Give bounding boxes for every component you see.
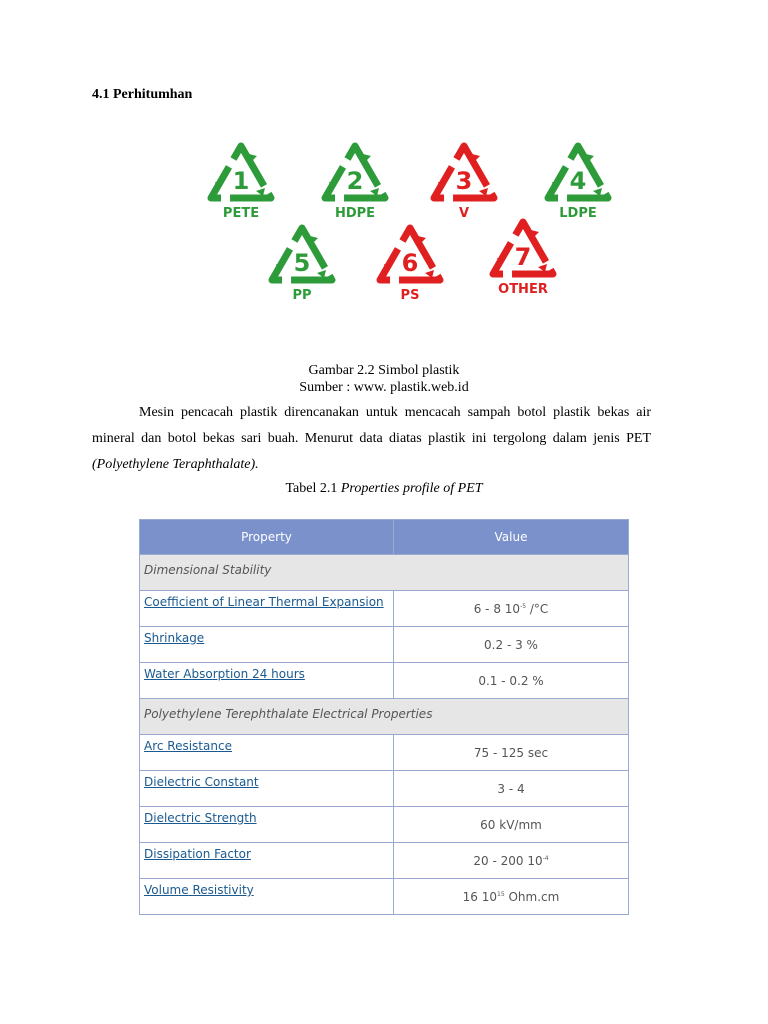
value-exponent: 15 bbox=[497, 890, 505, 898]
recycle-number: 5 bbox=[293, 249, 311, 277]
recycle-symbol-2 bbox=[319, 140, 391, 230]
property-value: 6 - 8 $10^{-5}$ /°C bbox=[394, 591, 629, 627]
table-row bbox=[140, 735, 629, 771]
section-row bbox=[140, 555, 629, 591]
recycle-number: 1 bbox=[232, 167, 250, 195]
table-row bbox=[140, 879, 629, 915]
property-link[interactable]: Dissipation Factor bbox=[140, 843, 394, 879]
section-row bbox=[140, 699, 629, 735]
recycle-code: V bbox=[458, 206, 470, 221]
property-link[interactable]: Water Absorption 24 hours bbox=[140, 663, 394, 699]
table-row bbox=[140, 663, 629, 699]
property-value: 75 - 125 sec bbox=[394, 735, 629, 771]
table-row bbox=[140, 843, 629, 879]
body-paragraph bbox=[92, 400, 651, 478]
figure-caption: Gambar 2.2 Simbol plastik bbox=[308, 363, 460, 378]
recycle-code: PETE bbox=[222, 206, 260, 221]
table-title bbox=[0, 481, 768, 497]
table-row bbox=[140, 771, 629, 807]
recycle-code: PP bbox=[292, 288, 312, 303]
recycle-triangle-icon bbox=[487, 216, 559, 306]
property-value: 3 - 4 bbox=[394, 771, 629, 807]
recycle-number: 3 bbox=[455, 167, 473, 195]
recycle-triangle-icon bbox=[374, 222, 446, 312]
paragraph-text: Mesin pencacah plastik direncanakan untuk mencacah sampah botol plastik bekas air mineral dan botol bekas sari buah. Menurut data diatas plastik ini tergolong dalam jenis PET bbox=[92, 405, 651, 446]
recycle-triangle-icon bbox=[205, 140, 277, 230]
table-title-italic: Properties profile of PET bbox=[340, 481, 483, 496]
recycle-symbol-5 bbox=[266, 222, 338, 312]
property-link[interactable]: Coefficient of Linear Thermal Expansion bbox=[140, 591, 394, 627]
table-row bbox=[140, 627, 629, 663]
property-value: 16 $10^{15}$ Ohm.cm bbox=[394, 879, 629, 915]
property-value: 20 - 200 $10^{-4}$ bbox=[394, 843, 629, 879]
section-heading: 4.1 Perhitumhan bbox=[92, 87, 193, 102]
recycle-code: OTHER bbox=[498, 282, 548, 297]
table-row bbox=[140, 591, 629, 627]
recycle-number: 6 bbox=[401, 249, 419, 277]
header-value: Value bbox=[394, 520, 629, 555]
recycle-number: 7 bbox=[514, 243, 532, 271]
header-property: Property bbox=[140, 520, 394, 555]
recycle-number: 2 bbox=[346, 167, 364, 195]
recycle-triangle-icon bbox=[319, 140, 391, 230]
recycle-code: LDPE bbox=[559, 206, 597, 221]
recycle-code: PS bbox=[400, 288, 420, 303]
value-exponent: -5 bbox=[520, 602, 527, 610]
section-title: Polyethylene Terephthalate Electrical Properties bbox=[140, 699, 629, 735]
recycle-triangle-icon bbox=[266, 222, 338, 312]
recycle-number: 4 bbox=[569, 167, 587, 195]
property-link[interactable]: Dielectric Constant bbox=[140, 771, 394, 807]
figure-source: Sumber : www. plastik.web.id bbox=[299, 380, 469, 395]
table-body bbox=[140, 555, 629, 915]
properties-table bbox=[139, 519, 629, 915]
recycle-symbol-7 bbox=[487, 216, 559, 306]
table-title-prefix: Tabel 2.1 bbox=[285, 481, 341, 496]
recycle-symbol-1 bbox=[205, 140, 277, 230]
paragraph-italic: (Polyethylene Teraphthalate). bbox=[92, 457, 259, 472]
section-title: Dimensional Stability bbox=[140, 555, 629, 591]
plastic-symbols-figure bbox=[0, 0, 768, 330]
recycle-symbol-6 bbox=[374, 222, 446, 312]
property-link[interactable]: Shrinkage bbox=[140, 627, 394, 663]
property-link[interactable]: Arc Resistance bbox=[140, 735, 394, 771]
table-header-row bbox=[140, 520, 629, 555]
table-row bbox=[140, 807, 629, 843]
property-link[interactable]: Dielectric Strength bbox=[140, 807, 394, 843]
property-value: 0.2 - 3 % bbox=[394, 627, 629, 663]
property-value: 0.1 - 0.2 % bbox=[394, 663, 629, 699]
property-value: 60 kV/mm bbox=[394, 807, 629, 843]
value-exponent: -4 bbox=[542, 854, 549, 862]
recycle-code: HDPE bbox=[334, 206, 376, 221]
property-link[interactable]: Volume Resistivity bbox=[140, 879, 394, 915]
